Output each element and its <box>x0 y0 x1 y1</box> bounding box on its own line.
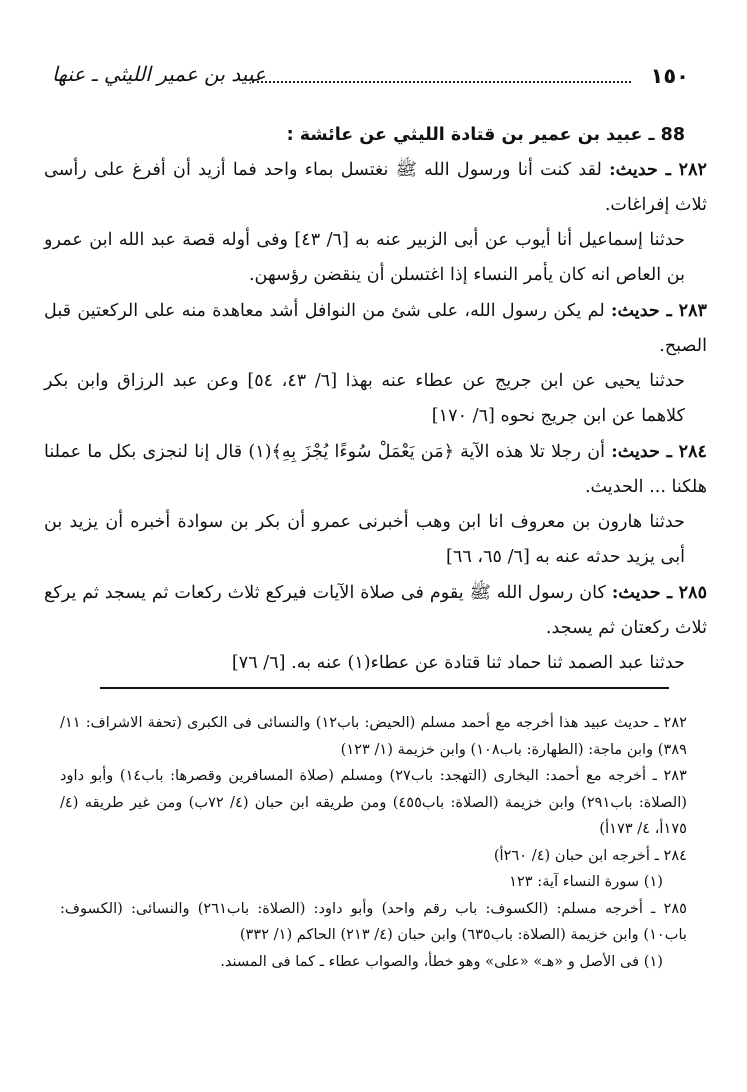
isnad-284 <box>44 505 707 575</box>
footnote: ٢٨٤ ـ أخرجه ابن حبان (٤/ ٢٦٠أ) <box>493 846 687 864</box>
isnad-text: حدثنا إسماعيل أنا أيوب عن أبى الزبير عنه به [٦/ ٤٣] وفى أوله قصة عبد الله ابن عمرو بن العاص انه كان يأمر النساء إذا اغتسلن أن ينقضن رؤسهن. <box>44 230 685 285</box>
footnote: ٢٨٣ ـ أخرجه مع أحمد: البخارى (التهجد: باب٢٧) ومسلم (صلاة المسافرين وقصرها: باب١٤) وأبو داود (الصلاة: باب٢٩١) وابن خزيمة (الصلاة: باب٤٥٥) ومن طريقه ابن حبان (٤/ ٧٢ب) ومن غير طريقه (٤/ ١٧٥أ، ٤/ ١٧٣أ) <box>60 767 687 837</box>
isnad-282 <box>44 223 707 293</box>
footnote: ٢٨٢ ـ حديث عبيد هذا أخرجه مع أحمد مسلم (الحيض: باب١٢) والنسائى فى الكبرى (تحفة الاشراف: ١١/ ٣٨٩) وابن ماجة: (الطهارة: باب١٠٨) وابن خزيمة (١/ ١٢٣) <box>60 714 688 758</box>
hadith-label: ٢٨٤ ـ حديث: <box>611 441 708 462</box>
isnad-text: حدثنا عبد الصمد ثنا حماد ثنا قتادة عن عطاء(١) عنه به. [٦/ ٧٦] <box>231 653 685 673</box>
isnad-285 <box>44 646 707 681</box>
main-text <box>44 118 707 681</box>
running-title: عبيد بن عمير الليثي ـ عنها <box>52 62 266 86</box>
page-header <box>52 58 689 98</box>
isnad-text: حدثنا يحيى عن ابن جريج عن عطاء عنه بهذا [٦/ ٤٣، ٥٤] وعن عبد الرزاق وابن بكر كلاهما عن ابن جريج نحوه [٦/ ١٧٠] <box>44 371 685 426</box>
section-title: 88 ـ عبيد بن عمير بن قتادة الليثي عن عائشة : <box>286 125 685 145</box>
footnote: ٢٨٥ ـ أخرجه مسلم: (الكسوف: باب رقم واحد) وأبو داود: (الصلاة: باب٢٦١) والنسائى: (الكسوف: باب١٠) وابن خزيمة (الصلاة: باب٦٣٥) وابن حبان (٤/ ٢١٣) الحاكم (١/ ٣٣٢) <box>60 899 687 943</box>
hadith-text: لقد كنت أنا ورسول الله ﷺ نغتسل بماء واحد فما أزيد أن أفرغ على رأسى ثلاث إفراغات. <box>44 160 707 215</box>
isnad-283 <box>44 364 707 434</box>
isnad-text: حدثنا هارون بن معروف انا ابن وهب أخبرنى عمرو أن بكر بن سوادة أخبره أن يزيد بن أبى يزيد حدثه عنه به [٦/ ٦٥، ٦٦] <box>44 512 685 567</box>
hadith-text: كان رسول الله ﷺ يقوم فى صلاة الآيات فيركع ثلاث ركعات ثم يسجد ثم يركع ثلاث ركعتان ثم يسجد. <box>44 583 707 638</box>
footnote: (١) سورة النساء آية: ١٢٣ <box>509 873 663 890</box>
header-dotted-rule <box>252 81 631 83</box>
hadith-283 <box>44 293 707 364</box>
hadith-285 <box>44 575 707 646</box>
footnote: (١) فى الأصل و «هـ» «على» وهو خطأ، والصواب عطاء ـ كما فى المسند. <box>220 952 663 970</box>
hadith-label: ٢٨٥ ـ حديث: <box>611 582 708 603</box>
hadith-text: أن رجلا تلا هذه الآية ﴿مَن يَعْمَلْ سُوءًا يُجْزَ بِهِ﴾(١) قال إنا لنجزى بكل ما عملنا هلكنا ... الحديث. <box>44 442 707 497</box>
hadith-text: لم يكن رسول الله، على شئ من النوافل أشد معاهدة منه على الركعتين قبل الصبح. <box>44 301 707 356</box>
hadith-282 <box>44 152 707 223</box>
hadith-label: ٢٨٢ ـ حديث: <box>609 159 707 180</box>
footnote-separator <box>100 687 669 689</box>
footnotes <box>60 710 687 975</box>
hadith-284 <box>44 434 707 505</box>
hadith-label: ٢٨٣ ـ حديث: <box>611 300 707 321</box>
page-number: ١٥٠ <box>650 64 689 88</box>
